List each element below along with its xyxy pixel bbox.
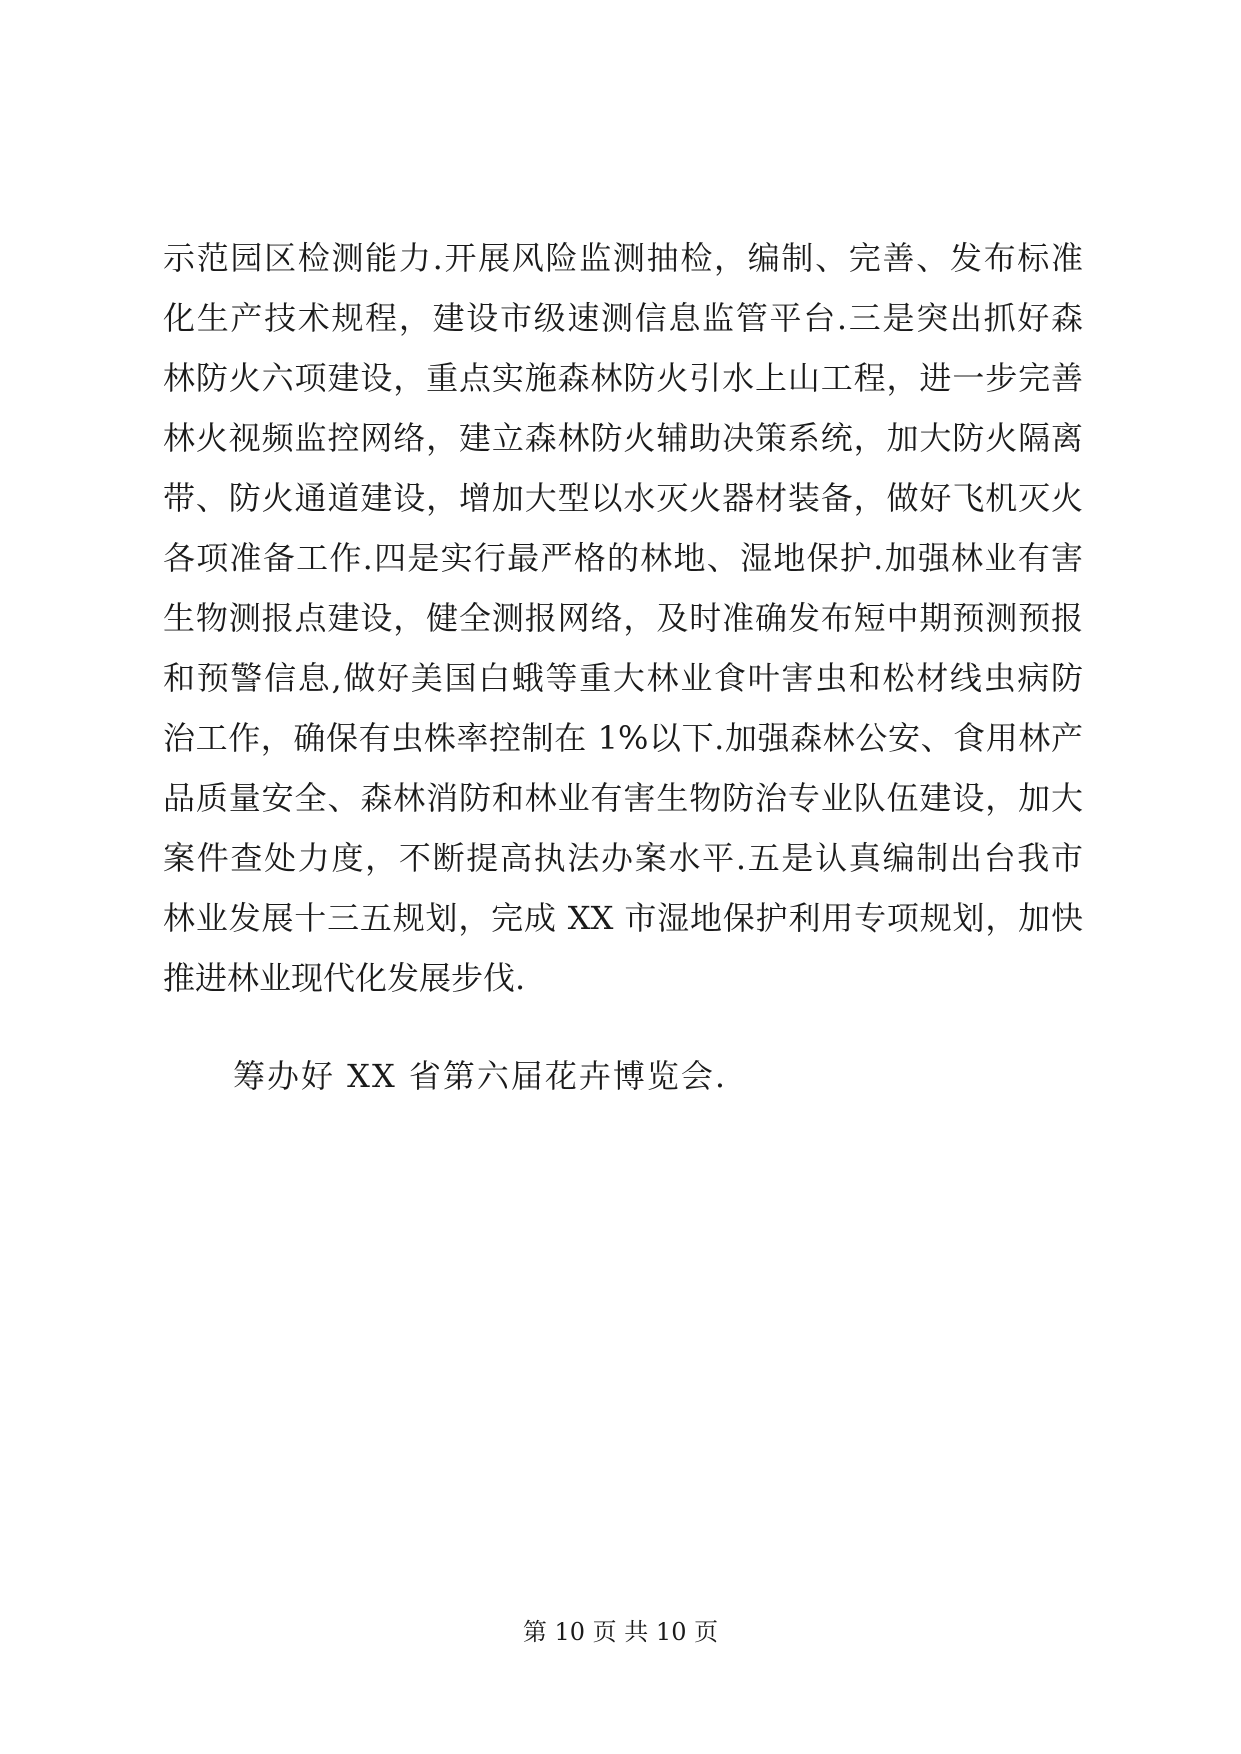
text-line: 林业发展十三五规划，完成 XX 市湿地保护利用专项规划，加快 <box>163 899 1083 937</box>
text-line: 品质量安全、森林消防和林业有害生物防治专业队伍建设，加大 <box>163 779 1083 817</box>
text-line: 林防火六项建设，重点实施森林防火引水上山工程，进一步完善 <box>163 359 1083 397</box>
page-footer: 第 10 页 共 10 页 <box>522 1618 719 1646</box>
paragraph-2: 筹办好 XX 省第六届花卉博览会. <box>233 1057 728 1095</box>
text-line: 带、防火通道建设，增加大型以水灭火器材装备，做好飞机灭火 <box>163 479 1083 517</box>
text-line: 治工作，确保有虫株率控制在 1%以下.加强森林公安、食用林产 <box>163 719 1083 757</box>
text-line: 示范园区检测能力.开展风险监测抽检，编制、完善、发布标准 <box>163 239 1083 277</box>
text-line: 林火视频监控网络，建立森林防火辅助决策系统，加大防火隔离 <box>163 419 1083 457</box>
text-line: 案件查处力度，不断提高执法办案水平.五是认真编制出台我市 <box>163 839 1083 877</box>
text-line: 生物测报点建设，健全测报网络，及时准确发布短中期预测预报 <box>163 599 1083 637</box>
paragraph-1 <box>163 228 1083 1008</box>
text-line: 化生产技术规程，建设市级速测信息监管平台.三是突出抓好森 <box>163 299 1083 337</box>
text-line: 各项准备工作.四是实行最严格的林地、湿地保护.加强林业有害 <box>163 539 1083 577</box>
text-line: 推进林业现代化发展步伐. <box>163 959 526 997</box>
text-line: 和预警信息,做好美国白蛾等重大林业食叶害虫和松材线虫病防 <box>163 659 1083 697</box>
